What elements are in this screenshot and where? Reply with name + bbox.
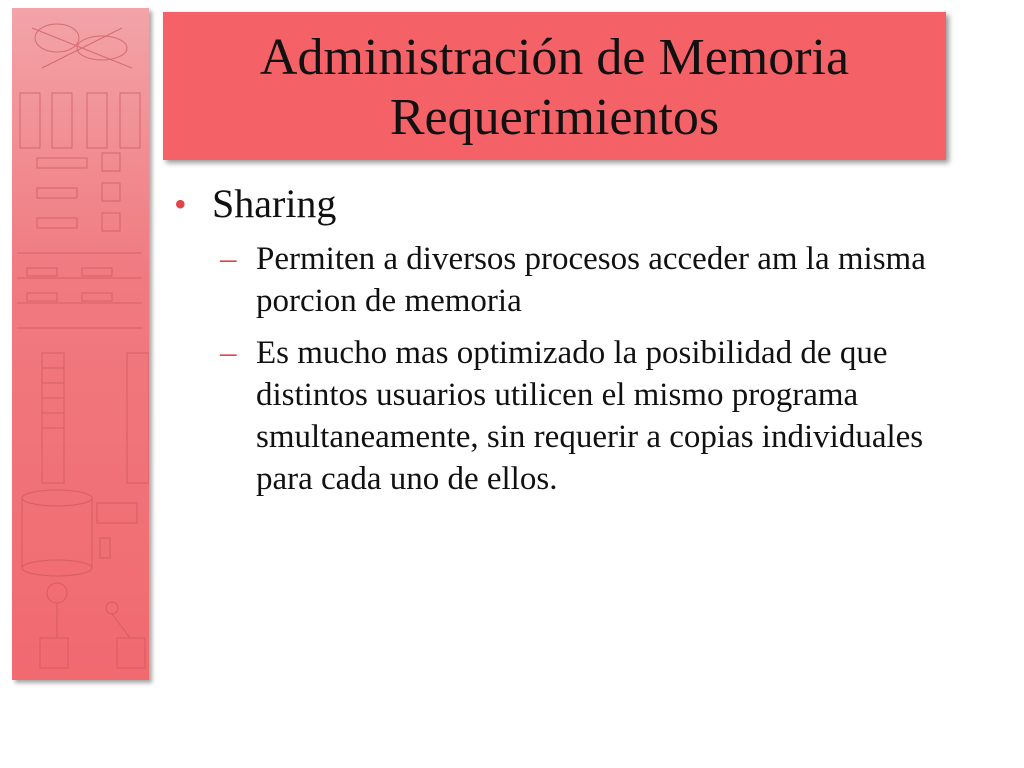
slide-body — [170, 180, 970, 500]
sub-bullet-2 — [170, 332, 956, 500]
dash-icon: – — [220, 335, 237, 371]
dash-icon: – — [220, 241, 237, 277]
flowchart-background-image — [12, 8, 149, 680]
slide-title-box — [163, 12, 946, 160]
slide-title-line1: Administración de Memoria — [259, 29, 850, 86]
bullet-dot-icon: • — [174, 184, 187, 224]
decorative-diagram-strip — [12, 8, 149, 680]
slide-title-line2: Requerimientos — [389, 89, 720, 146]
sub-bullet-text: Es mucho mas optimizado la posibilidad de que distintos usuarios utilicen el mismo programa smultaneamente, sin requerir a copias individuales para cada uno de ellos. — [256, 335, 924, 497]
sub-bullet-text: Permiten a diversos procesos acceder am la misma porcion de memoria — [256, 241, 926, 319]
bullet-sharing — [170, 180, 970, 228]
bullet-text: Sharing — [212, 181, 337, 226]
sub-bullet-1 — [170, 238, 956, 322]
